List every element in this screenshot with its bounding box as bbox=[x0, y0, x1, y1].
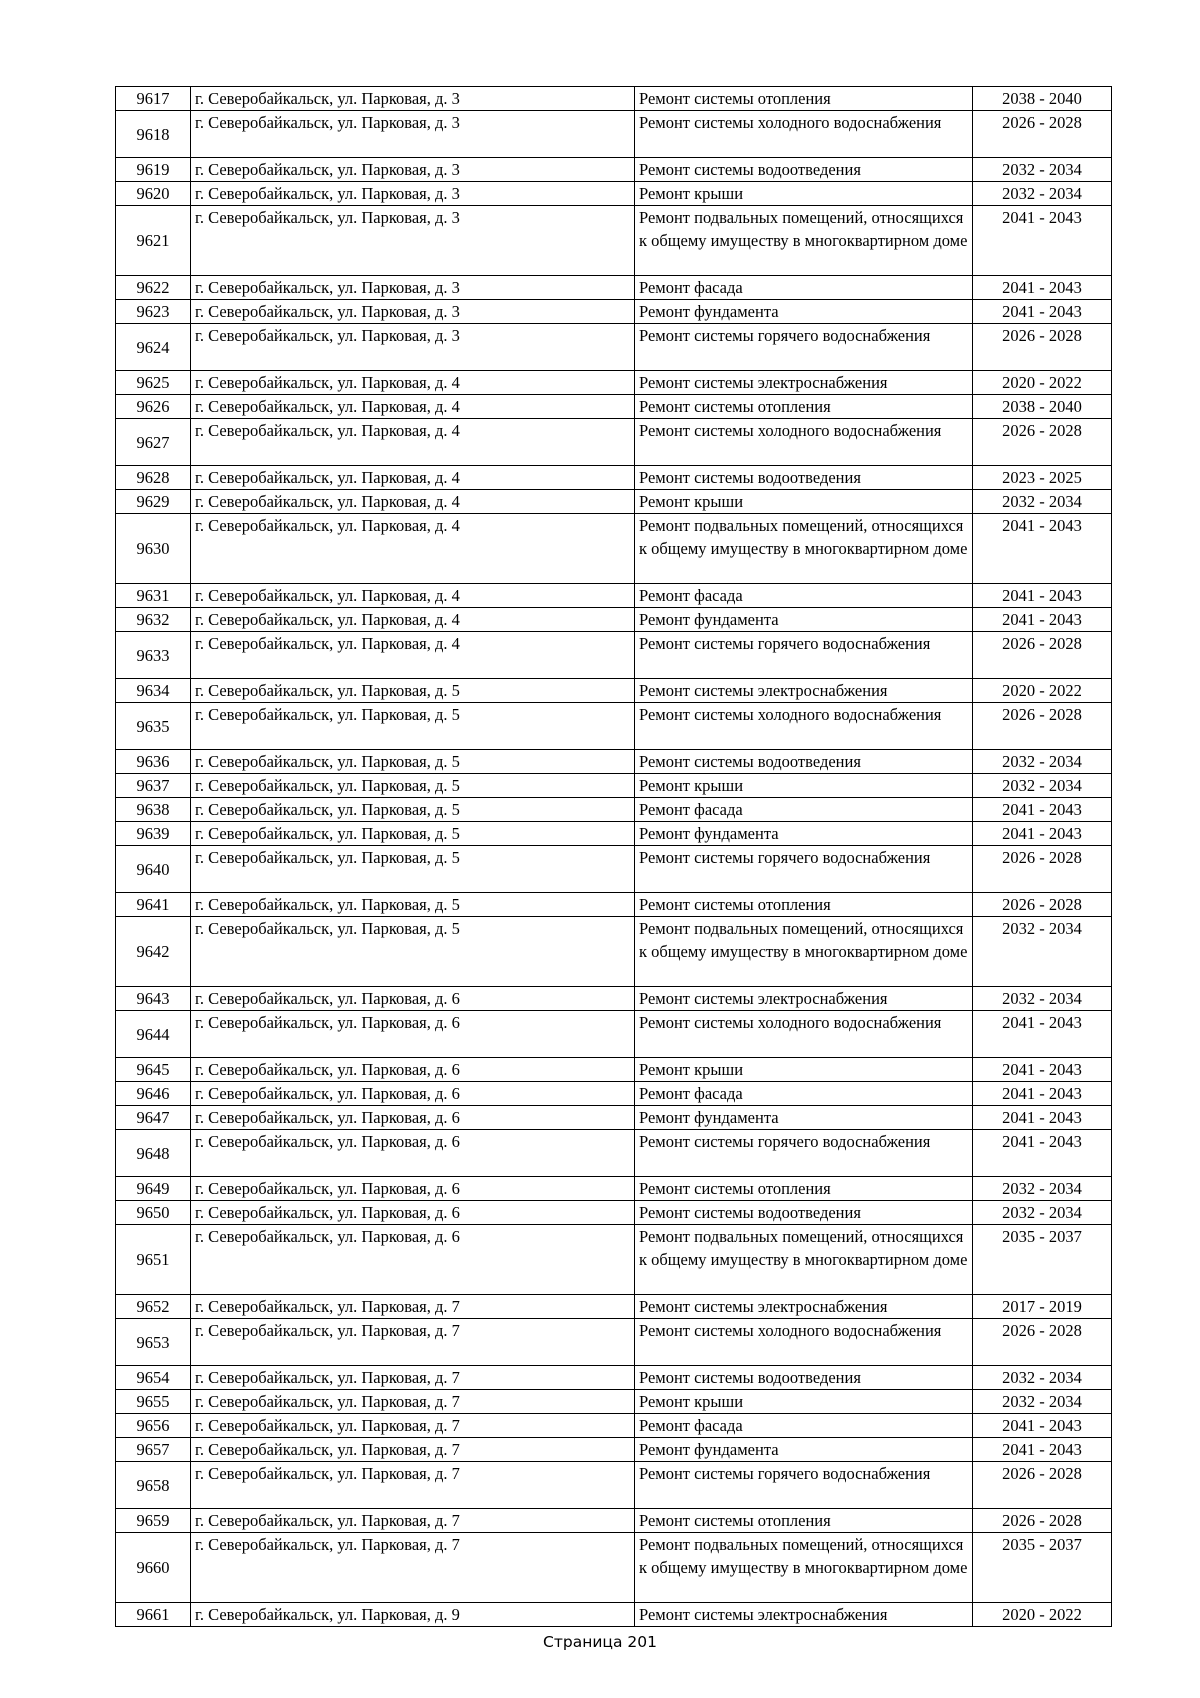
row-number-cell: 9660 bbox=[116, 1533, 191, 1603]
work-type-cell: Ремонт системы горячего водоснабжения bbox=[635, 1462, 973, 1509]
table-row bbox=[116, 395, 1112, 419]
row-number-cell: 9639 bbox=[116, 822, 191, 846]
work-type-cell: Ремонт системы холодного водоснабжения bbox=[635, 111, 973, 158]
row-number-cell: 9617 bbox=[116, 87, 191, 111]
period-cell: 2041 - 2043 bbox=[973, 1414, 1112, 1438]
period-cell: 2032 - 2034 bbox=[973, 490, 1112, 514]
address-cell: г. Северобайкальск, ул. Парковая, д. 3 bbox=[191, 206, 635, 276]
period-cell: 2041 - 2043 bbox=[973, 514, 1112, 584]
table-row bbox=[116, 1130, 1112, 1177]
row-number-cell: 9661 bbox=[116, 1603, 191, 1627]
table-row bbox=[116, 1082, 1112, 1106]
period-cell: 2017 - 2019 bbox=[973, 1295, 1112, 1319]
table-row bbox=[116, 987, 1112, 1011]
table-row bbox=[116, 490, 1112, 514]
row-number-cell: 9630 bbox=[116, 514, 191, 584]
table-row bbox=[116, 1295, 1112, 1319]
address-cell: г. Северобайкальск, ул. Парковая, д. 4 bbox=[191, 514, 635, 584]
work-type-cell: Ремонт системы электроснабжения bbox=[635, 371, 973, 395]
period-cell: 2032 - 2034 bbox=[973, 917, 1112, 987]
row-number-cell: 9641 bbox=[116, 893, 191, 917]
row-number-cell: 9657 bbox=[116, 1438, 191, 1462]
table-row bbox=[116, 750, 1112, 774]
period-cell: 2038 - 2040 bbox=[973, 395, 1112, 419]
row-number-cell: 9637 bbox=[116, 774, 191, 798]
address-cell: г. Северобайкальск, ул. Парковая, д. 7 bbox=[191, 1438, 635, 1462]
work-type-cell: Ремонт подвальных помещений, относящихся к общему имуществу в многоквартирном доме bbox=[635, 1533, 973, 1603]
table-row bbox=[116, 1058, 1112, 1082]
address-cell: г. Северобайкальск, ул. Парковая, д. 7 bbox=[191, 1295, 635, 1319]
table-row bbox=[116, 182, 1112, 206]
row-number-cell: 9623 bbox=[116, 300, 191, 324]
work-type-cell: Ремонт системы холодного водоснабжения bbox=[635, 703, 973, 750]
work-type-cell: Ремонт системы горячего водоснабжения bbox=[635, 846, 973, 893]
table-row bbox=[116, 111, 1112, 158]
row-number-cell: 9656 bbox=[116, 1414, 191, 1438]
table-row bbox=[116, 846, 1112, 893]
address-cell: г. Северобайкальск, ул. Парковая, д. 4 bbox=[191, 584, 635, 608]
address-cell: г. Северобайкальск, ул. Парковая, д. 6 bbox=[191, 1225, 635, 1295]
work-type-cell: Ремонт системы холодного водоснабжения bbox=[635, 419, 973, 466]
address-cell: г. Северобайкальск, ул. Парковая, д. 5 bbox=[191, 679, 635, 703]
address-cell: г. Северобайкальск, ул. Парковая, д. 3 bbox=[191, 111, 635, 158]
address-cell: г. Северобайкальск, ул. Парковая, д. 7 bbox=[191, 1509, 635, 1533]
work-type-cell: Ремонт системы электроснабжения bbox=[635, 679, 973, 703]
period-cell: 2026 - 2028 bbox=[973, 893, 1112, 917]
work-type-cell: Ремонт системы водоотведения bbox=[635, 158, 973, 182]
table-row bbox=[116, 206, 1112, 276]
row-number-cell: 9654 bbox=[116, 1366, 191, 1390]
work-type-cell: Ремонт системы горячего водоснабжения bbox=[635, 1130, 973, 1177]
work-type-cell: Ремонт подвальных помещений, относящихся к общему имуществу в многоквартирном доме bbox=[635, 917, 973, 987]
period-cell: 2041 - 2043 bbox=[973, 1011, 1112, 1058]
work-type-cell: Ремонт системы водоотведения bbox=[635, 1366, 973, 1390]
address-cell: г. Северобайкальск, ул. Парковая, д. 5 bbox=[191, 798, 635, 822]
period-cell: 2041 - 2043 bbox=[973, 584, 1112, 608]
table-row bbox=[116, 822, 1112, 846]
table-row bbox=[116, 1603, 1112, 1627]
period-cell: 2041 - 2043 bbox=[973, 1058, 1112, 1082]
period-cell: 2041 - 2043 bbox=[973, 206, 1112, 276]
period-cell: 2035 - 2037 bbox=[973, 1533, 1112, 1603]
row-number-cell: 9648 bbox=[116, 1130, 191, 1177]
table-row bbox=[116, 514, 1112, 584]
address-cell: г. Северобайкальск, ул. Парковая, д. 3 bbox=[191, 87, 635, 111]
address-cell: г. Северобайкальск, ул. Парковая, д. 4 bbox=[191, 608, 635, 632]
period-cell: 2041 - 2043 bbox=[973, 798, 1112, 822]
work-type-cell: Ремонт фасада bbox=[635, 1414, 973, 1438]
address-cell: г. Северобайкальск, ул. Парковая, д. 4 bbox=[191, 419, 635, 466]
page-number: Страница 201 bbox=[543, 1633, 657, 1651]
row-number-cell: 9627 bbox=[116, 419, 191, 466]
address-cell: г. Северобайкальск, ул. Парковая, д. 6 bbox=[191, 1106, 635, 1130]
address-cell: г. Северобайкальск, ул. Парковая, д. 7 bbox=[191, 1390, 635, 1414]
work-type-cell: Ремонт фасада bbox=[635, 1082, 973, 1106]
address-cell: г. Северобайкальск, ул. Парковая, д. 4 bbox=[191, 371, 635, 395]
work-type-cell: Ремонт системы водоотведения bbox=[635, 750, 973, 774]
period-cell: 2023 - 2025 bbox=[973, 466, 1112, 490]
address-cell: г. Северобайкальск, ул. Парковая, д. 6 bbox=[191, 1201, 635, 1225]
period-cell: 2041 - 2043 bbox=[973, 1438, 1112, 1462]
period-cell: 2020 - 2022 bbox=[973, 371, 1112, 395]
work-type-cell: Ремонт системы холодного водоснабжения bbox=[635, 1011, 973, 1058]
work-type-cell: Ремонт подвальных помещений, относящихся к общему имуществу в многоквартирном доме bbox=[635, 514, 973, 584]
table-row bbox=[116, 1438, 1112, 1462]
row-number-cell: 9624 bbox=[116, 324, 191, 371]
address-cell: г. Северобайкальск, ул. Парковая, д. 4 bbox=[191, 490, 635, 514]
period-cell: 2026 - 2028 bbox=[973, 419, 1112, 466]
table-row bbox=[116, 300, 1112, 324]
work-type-cell: Ремонт крыши bbox=[635, 490, 973, 514]
period-cell: 2041 - 2043 bbox=[973, 822, 1112, 846]
address-cell: г. Северобайкальск, ул. Парковая, д. 7 bbox=[191, 1462, 635, 1509]
period-cell: 2041 - 2043 bbox=[973, 608, 1112, 632]
address-cell: г. Северобайкальск, ул. Парковая, д. 3 bbox=[191, 182, 635, 206]
row-number-cell: 9646 bbox=[116, 1082, 191, 1106]
address-cell: г. Северобайкальск, ул. Парковая, д. 7 bbox=[191, 1366, 635, 1390]
row-number-cell: 9629 bbox=[116, 490, 191, 514]
work-type-cell: Ремонт крыши bbox=[635, 1058, 973, 1082]
period-cell: 2032 - 2034 bbox=[973, 158, 1112, 182]
address-cell: г. Северобайкальск, ул. Парковая, д. 6 bbox=[191, 1011, 635, 1058]
address-cell: г. Северобайкальск, ул. Парковая, д. 6 bbox=[191, 1130, 635, 1177]
table-row bbox=[116, 1201, 1112, 1225]
work-type-cell: Ремонт системы электроснабжения bbox=[635, 987, 973, 1011]
table-row bbox=[116, 584, 1112, 608]
row-number-cell: 9658 bbox=[116, 1462, 191, 1509]
work-type-cell: Ремонт системы электроснабжения bbox=[635, 1295, 973, 1319]
table-row bbox=[116, 419, 1112, 466]
works-table bbox=[115, 86, 1112, 1627]
period-cell: 2026 - 2028 bbox=[973, 846, 1112, 893]
row-number-cell: 9638 bbox=[116, 798, 191, 822]
address-cell: г. Северобайкальск, ул. Парковая, д. 4 bbox=[191, 632, 635, 679]
work-type-cell: Ремонт системы отопления bbox=[635, 1177, 973, 1201]
table-row bbox=[116, 1414, 1112, 1438]
period-cell: 2026 - 2028 bbox=[973, 111, 1112, 158]
row-number-cell: 9633 bbox=[116, 632, 191, 679]
row-number-cell: 9635 bbox=[116, 703, 191, 750]
period-cell: 2032 - 2034 bbox=[973, 1201, 1112, 1225]
work-type-cell: Ремонт подвальных помещений, относящихся к общему имуществу в многоквартирном доме bbox=[635, 206, 973, 276]
work-type-cell: Ремонт системы отопления bbox=[635, 893, 973, 917]
address-cell: г. Северобайкальск, ул. Парковая, д. 6 bbox=[191, 1177, 635, 1201]
address-cell: г. Северобайкальск, ул. Парковая, д. 7 bbox=[191, 1533, 635, 1603]
address-cell: г. Северобайкальск, ул. Парковая, д. 5 bbox=[191, 703, 635, 750]
row-number-cell: 9652 bbox=[116, 1295, 191, 1319]
row-number-cell: 9643 bbox=[116, 987, 191, 1011]
row-number-cell: 9659 bbox=[116, 1509, 191, 1533]
work-type-cell: Ремонт фундамента bbox=[635, 1106, 973, 1130]
address-cell: г. Северобайкальск, ул. Парковая, д. 9 bbox=[191, 1603, 635, 1627]
table-row bbox=[116, 632, 1112, 679]
work-type-cell: Ремонт системы отопления bbox=[635, 395, 973, 419]
table-row bbox=[116, 703, 1112, 750]
table-row bbox=[116, 371, 1112, 395]
table-row bbox=[116, 893, 1112, 917]
work-type-cell: Ремонт крыши bbox=[635, 774, 973, 798]
work-type-cell: Ремонт фундамента bbox=[635, 1438, 973, 1462]
row-number-cell: 9622 bbox=[116, 276, 191, 300]
table-row bbox=[116, 608, 1112, 632]
address-cell: г. Северобайкальск, ул. Парковая, д. 6 bbox=[191, 1082, 635, 1106]
period-cell: 2032 - 2034 bbox=[973, 1366, 1112, 1390]
row-number-cell: 9634 bbox=[116, 679, 191, 703]
row-number-cell: 9653 bbox=[116, 1319, 191, 1366]
period-cell: 2041 - 2043 bbox=[973, 1082, 1112, 1106]
work-type-cell: Ремонт системы холодного водоснабжения bbox=[635, 1319, 973, 1366]
period-cell: 2026 - 2028 bbox=[973, 703, 1112, 750]
row-number-cell: 9618 bbox=[116, 111, 191, 158]
address-cell: г. Северобайкальск, ул. Парковая, д. 5 bbox=[191, 917, 635, 987]
row-number-cell: 9644 bbox=[116, 1011, 191, 1058]
table-row bbox=[116, 774, 1112, 798]
work-type-cell: Ремонт системы водоотведения bbox=[635, 1201, 973, 1225]
row-number-cell: 9632 bbox=[116, 608, 191, 632]
work-type-cell: Ремонт фасада bbox=[635, 584, 973, 608]
period-cell: 2035 - 2037 bbox=[973, 1225, 1112, 1295]
period-cell: 2041 - 2043 bbox=[973, 1130, 1112, 1177]
period-cell: 2032 - 2034 bbox=[973, 1177, 1112, 1201]
address-cell: г. Северобайкальск, ул. Парковая, д. 5 bbox=[191, 750, 635, 774]
address-cell: г. Северобайкальск, ул. Парковая, д. 6 bbox=[191, 987, 635, 1011]
address-cell: г. Северобайкальск, ул. Парковая, д. 4 bbox=[191, 466, 635, 490]
row-number-cell: 9631 bbox=[116, 584, 191, 608]
row-number-cell: 9626 bbox=[116, 395, 191, 419]
row-number-cell: 9640 bbox=[116, 846, 191, 893]
work-type-cell: Ремонт фундамента bbox=[635, 608, 973, 632]
table-row bbox=[116, 798, 1112, 822]
row-number-cell: 9642 bbox=[116, 917, 191, 987]
work-type-cell: Ремонт фасада bbox=[635, 276, 973, 300]
period-cell: 2032 - 2034 bbox=[973, 774, 1112, 798]
table-row bbox=[116, 1533, 1112, 1603]
period-cell: 2020 - 2022 bbox=[973, 1603, 1112, 1627]
row-number-cell: 9620 bbox=[116, 182, 191, 206]
address-cell: г. Северобайкальск, ул. Парковая, д. 5 bbox=[191, 846, 635, 893]
work-type-cell: Ремонт системы отопления bbox=[635, 1509, 973, 1533]
period-cell: 2032 - 2034 bbox=[973, 987, 1112, 1011]
work-type-cell: Ремонт системы отопления bbox=[635, 87, 973, 111]
row-number-cell: 9649 bbox=[116, 1177, 191, 1201]
period-cell: 2026 - 2028 bbox=[973, 632, 1112, 679]
row-number-cell: 9625 bbox=[116, 371, 191, 395]
period-cell: 2020 - 2022 bbox=[973, 679, 1112, 703]
period-cell: 2041 - 2043 bbox=[973, 300, 1112, 324]
period-cell: 2026 - 2028 bbox=[973, 1462, 1112, 1509]
table-row bbox=[116, 1225, 1112, 1295]
table-row bbox=[116, 679, 1112, 703]
work-type-cell: Ремонт фасада bbox=[635, 798, 973, 822]
work-type-cell: Ремонт системы горячего водоснабжения bbox=[635, 632, 973, 679]
table-row bbox=[116, 1509, 1112, 1533]
table-row bbox=[116, 276, 1112, 300]
address-cell: г. Северобайкальск, ул. Парковая, д. 4 bbox=[191, 395, 635, 419]
works-table-body bbox=[116, 87, 1112, 1627]
period-cell: 2026 - 2028 bbox=[973, 1509, 1112, 1533]
row-number-cell: 9621 bbox=[116, 206, 191, 276]
table-row bbox=[116, 1319, 1112, 1366]
work-type-cell: Ремонт системы горячего водоснабжения bbox=[635, 324, 973, 371]
period-cell: 2041 - 2043 bbox=[973, 276, 1112, 300]
table-row bbox=[116, 158, 1112, 182]
row-number-cell: 9636 bbox=[116, 750, 191, 774]
period-cell: 2026 - 2028 bbox=[973, 1319, 1112, 1366]
address-cell: г. Северобайкальск, ул. Парковая, д. 6 bbox=[191, 1058, 635, 1082]
address-cell: г. Северобайкальск, ул. Парковая, д. 5 bbox=[191, 774, 635, 798]
address-cell: г. Северобайкальск, ул. Парковая, д. 5 bbox=[191, 893, 635, 917]
row-number-cell: 9628 bbox=[116, 466, 191, 490]
address-cell: г. Северобайкальск, ул. Парковая, д. 7 bbox=[191, 1319, 635, 1366]
address-cell: г. Северобайкальск, ул. Парковая, д. 3 bbox=[191, 158, 635, 182]
period-cell: 2032 - 2034 bbox=[973, 182, 1112, 206]
work-type-cell: Ремонт фундамента bbox=[635, 300, 973, 324]
period-cell: 2041 - 2043 bbox=[973, 1106, 1112, 1130]
table-row bbox=[116, 1106, 1112, 1130]
table-row bbox=[116, 324, 1112, 371]
work-type-cell: Ремонт фундамента bbox=[635, 822, 973, 846]
address-cell: г. Северобайкальск, ул. Парковая, д. 5 bbox=[191, 822, 635, 846]
address-cell: г. Северобайкальск, ул. Парковая, д. 3 bbox=[191, 300, 635, 324]
period-cell: 2032 - 2034 bbox=[973, 750, 1112, 774]
period-cell: 2026 - 2028 bbox=[973, 324, 1112, 371]
work-type-cell: Ремонт системы водоотведения bbox=[635, 466, 973, 490]
row-number-cell: 9651 bbox=[116, 1225, 191, 1295]
row-number-cell: 9647 bbox=[116, 1106, 191, 1130]
table-row bbox=[116, 466, 1112, 490]
address-cell: г. Северобайкальск, ул. Парковая, д. 3 bbox=[191, 276, 635, 300]
address-cell: г. Северобайкальск, ул. Парковая, д. 7 bbox=[191, 1414, 635, 1438]
table-row bbox=[116, 1462, 1112, 1509]
table-row bbox=[116, 1011, 1112, 1058]
work-type-cell: Ремонт системы электроснабжения bbox=[635, 1603, 973, 1627]
period-cell: 2038 - 2040 bbox=[973, 87, 1112, 111]
table-row bbox=[116, 1177, 1112, 1201]
row-number-cell: 9650 bbox=[116, 1201, 191, 1225]
row-number-cell: 9645 bbox=[116, 1058, 191, 1082]
address-cell: г. Северобайкальск, ул. Парковая, д. 3 bbox=[191, 324, 635, 371]
work-type-cell: Ремонт подвальных помещений, относящихся к общему имуществу в многоквартирном доме bbox=[635, 1225, 973, 1295]
table-row bbox=[116, 917, 1112, 987]
table-row bbox=[116, 1390, 1112, 1414]
work-type-cell: Ремонт крыши bbox=[635, 182, 973, 206]
table-row bbox=[116, 87, 1112, 111]
period-cell: 2032 - 2034 bbox=[973, 1390, 1112, 1414]
row-number-cell: 9655 bbox=[116, 1390, 191, 1414]
row-number-cell: 9619 bbox=[116, 158, 191, 182]
table-row bbox=[116, 1366, 1112, 1390]
work-type-cell: Ремонт крыши bbox=[635, 1390, 973, 1414]
